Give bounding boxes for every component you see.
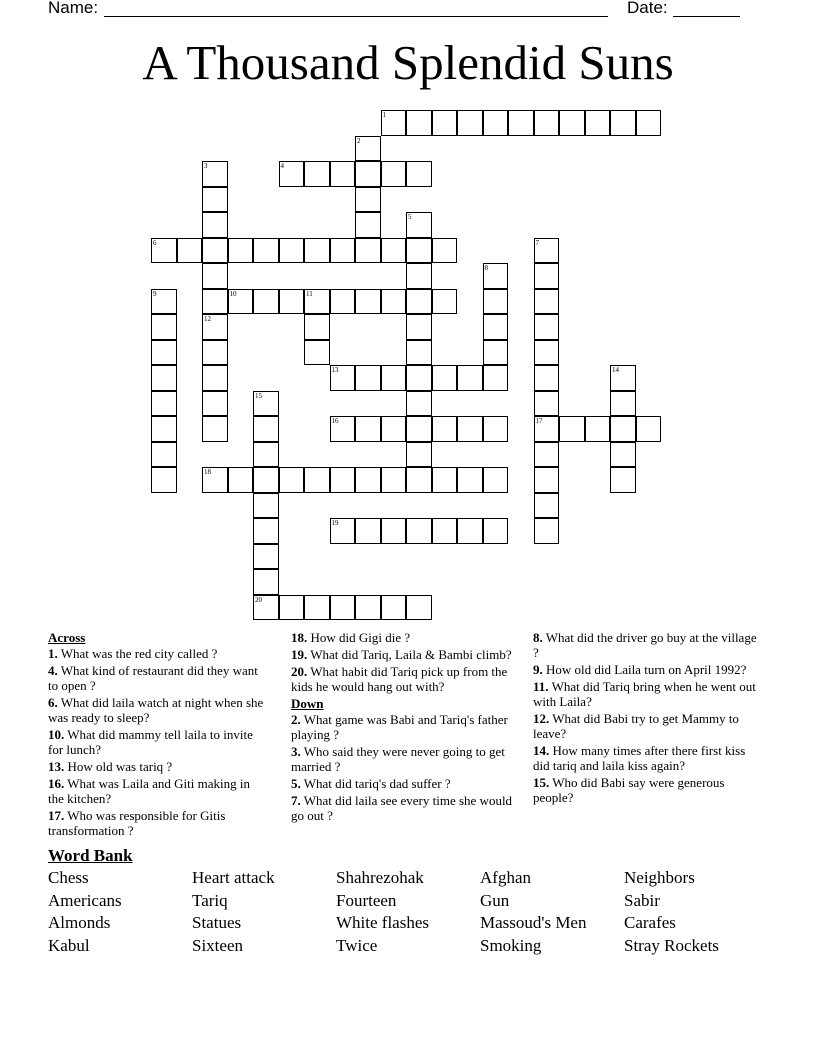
clue-number: 13 bbox=[331, 366, 339, 374]
grid-cell[interactable] bbox=[483, 518, 509, 544]
grid-cell[interactable] bbox=[483, 110, 509, 136]
clue-number: 16 bbox=[331, 417, 339, 425]
word-bank-item: Americans bbox=[48, 890, 122, 910]
grid-cell[interactable] bbox=[432, 416, 458, 442]
grid-cell[interactable] bbox=[355, 467, 381, 493]
grid-cell[interactable] bbox=[610, 365, 636, 391]
grid-cell[interactable] bbox=[202, 187, 228, 213]
grid-cell[interactable] bbox=[355, 187, 381, 213]
clues-column-1 bbox=[48, 630, 268, 840]
grid-cell[interactable] bbox=[483, 314, 509, 340]
grid-cell[interactable] bbox=[304, 467, 330, 493]
clue-down-12: 12. What did Babi try to get Mammy to leave? bbox=[533, 711, 739, 741]
clue-number: 19 bbox=[331, 519, 339, 527]
date-label: Date: bbox=[627, 0, 668, 17]
grid-cell[interactable] bbox=[253, 238, 279, 264]
grid-cell[interactable] bbox=[202, 467, 228, 493]
grid-cell[interactable] bbox=[253, 289, 279, 315]
word-bank-item: Stray Rockets bbox=[624, 935, 719, 955]
grid-cell[interactable] bbox=[304, 340, 330, 366]
grid-cell[interactable] bbox=[534, 365, 560, 391]
grid-cell[interactable] bbox=[610, 391, 636, 417]
grid-cell[interactable] bbox=[355, 365, 381, 391]
grid-cell[interactable] bbox=[610, 467, 636, 493]
clue-down-2: 2. What game was Babi and Tariq's father playing ? bbox=[291, 712, 508, 742]
clue-down-11: 11. What did Tariq bring when he went out with Laila? bbox=[533, 679, 756, 709]
clue-down-15: 15. Who did Babi say were generous people? bbox=[533, 775, 725, 805]
grid-cell[interactable] bbox=[253, 442, 279, 468]
grid-cell[interactable] bbox=[381, 238, 407, 264]
grid-cell[interactable] bbox=[253, 391, 279, 417]
grid-cell[interactable] bbox=[330, 467, 356, 493]
word-bank-item: Kabul bbox=[48, 935, 90, 955]
word-bank-item: White flashes bbox=[336, 913, 429, 932]
grid-cell[interactable] bbox=[406, 263, 432, 289]
grid-cell[interactable] bbox=[559, 110, 585, 136]
grid-cell[interactable] bbox=[406, 467, 432, 493]
grid-cell[interactable] bbox=[534, 340, 560, 366]
grid-cell[interactable] bbox=[406, 238, 432, 264]
grid-cell[interactable] bbox=[457, 416, 483, 442]
clue-number: 11 bbox=[306, 289, 313, 298]
grid-cell[interactable] bbox=[355, 136, 381, 162]
word-bank-title: Word Bank bbox=[48, 846, 133, 865]
grid-cell[interactable] bbox=[304, 595, 330, 621]
grid-cell[interactable] bbox=[483, 340, 509, 366]
grid-cell[interactable] bbox=[202, 340, 228, 366]
clue-number: 14 bbox=[612, 366, 619, 374]
grid-cell[interactable] bbox=[457, 518, 483, 544]
grid-cell[interactable] bbox=[381, 365, 407, 391]
grid-cell[interactable] bbox=[355, 595, 381, 621]
grid-cell[interactable] bbox=[457, 467, 483, 493]
grid-cell[interactable] bbox=[559, 416, 585, 442]
clue-down-3: 3. Who said they were never going to get married ? bbox=[291, 744, 505, 774]
grid-cell[interactable] bbox=[381, 161, 407, 187]
grid-cell[interactable] bbox=[202, 161, 228, 187]
grid-cell[interactable] bbox=[457, 365, 483, 391]
grid-cell[interactable] bbox=[406, 442, 432, 468]
clue-across-18: 18. How did Gigi die ? bbox=[291, 630, 411, 645]
grid-cell[interactable] bbox=[381, 595, 407, 621]
word-bank-item: Fourteen bbox=[336, 890, 397, 910]
grid-cell[interactable] bbox=[534, 391, 560, 417]
clue-across-10: 10. What did mammy tell laila to invite for lunch? bbox=[48, 727, 253, 757]
clue-across-1: 1. What was the red city called ? bbox=[48, 646, 218, 661]
clue-across-20: 20. What habit did Tariq pick up from the kids he would hang out with? bbox=[291, 664, 508, 694]
grid-cell[interactable] bbox=[279, 595, 305, 621]
grid-cell[interactable] bbox=[610, 110, 636, 136]
grid-cell[interactable] bbox=[381, 467, 407, 493]
grid-cell[interactable] bbox=[406, 161, 432, 187]
clue-down-14: 14. How many times after there first kiss did tariq and laila kiss again? bbox=[533, 743, 746, 773]
grid-cell[interactable] bbox=[330, 161, 356, 187]
grid-cell[interactable] bbox=[406, 289, 432, 315]
word-bank-item: Heart attack bbox=[192, 868, 275, 887]
word-bank-item: Afghan bbox=[480, 868, 531, 887]
down-heading: Down bbox=[291, 696, 324, 711]
word-bank-item: Shahrezohak bbox=[336, 868, 424, 887]
word-bank-item: Sixteen bbox=[192, 935, 243, 955]
grid-cell[interactable] bbox=[279, 289, 305, 315]
clue-down-9: 9. How old did Laila turn on April 1992? bbox=[533, 662, 747, 677]
clue-number: 6 bbox=[153, 238, 157, 247]
clue-number: 5 bbox=[408, 213, 412, 221]
clue-across-4: 4. What kind of restaurant did they want to open ? bbox=[48, 663, 258, 693]
word-bank-item: Statues bbox=[192, 913, 242, 932]
grid-cell[interactable] bbox=[534, 314, 560, 340]
grid-cell[interactable] bbox=[202, 314, 228, 340]
name-field[interactable] bbox=[104, 16, 608, 17]
clues-column-2 bbox=[291, 630, 521, 825]
grid-cell[interactable] bbox=[508, 110, 534, 136]
clue-number: 2 bbox=[357, 136, 361, 145]
grid-cell[interactable] bbox=[406, 595, 432, 621]
clue-across-17: 17. Who was responsible for Gitis transformation ? bbox=[48, 808, 226, 838]
grid-cell[interactable] bbox=[228, 238, 254, 264]
word-bank-item: Chess bbox=[48, 868, 89, 887]
clue-number: 9 bbox=[153, 289, 157, 298]
grid-cell[interactable] bbox=[330, 518, 356, 544]
grid-cell[interactable] bbox=[355, 212, 381, 238]
word-bank-item: Neighbors bbox=[624, 868, 695, 887]
grid-cell[interactable] bbox=[406, 365, 432, 391]
name-label: Name: bbox=[48, 0, 99, 17]
grid-cell[interactable] bbox=[279, 238, 305, 264]
clue-number: 1 bbox=[382, 111, 386, 119]
grid-cell[interactable] bbox=[457, 110, 483, 136]
clue-number: 7 bbox=[535, 238, 539, 247]
grid-cell[interactable] bbox=[151, 314, 177, 340]
word-bank-item: Sabir bbox=[624, 890, 660, 910]
grid-cell[interactable] bbox=[330, 289, 356, 315]
date-field[interactable] bbox=[673, 16, 740, 17]
grid-cell[interactable] bbox=[253, 493, 279, 519]
grid-cell[interactable] bbox=[483, 263, 509, 289]
word-bank-item: Gun bbox=[480, 890, 510, 910]
clue-down-8: 8. What did the driver go buy at the village ? bbox=[533, 630, 757, 660]
grid-cell[interactable] bbox=[534, 263, 560, 289]
clue-across-13: 13. How old was tariq ? bbox=[48, 759, 173, 774]
clue-number: 17 bbox=[535, 417, 543, 425]
grid-cell[interactable] bbox=[381, 289, 407, 315]
word-bank-item: Smoking bbox=[480, 935, 542, 955]
grid-cell[interactable] bbox=[304, 161, 330, 187]
grid-cell[interactable] bbox=[253, 416, 279, 442]
grid-cell[interactable] bbox=[304, 314, 330, 340]
grid-cell[interactable] bbox=[202, 289, 228, 315]
grid-cell[interactable] bbox=[355, 161, 381, 187]
clue-number: 4 bbox=[280, 162, 284, 170]
word-bank-item: Twice bbox=[336, 935, 378, 955]
clue-down-7: 7. What did laila see every time she would go out ? bbox=[291, 793, 513, 823]
clue-number: 18 bbox=[204, 468, 211, 476]
grid-cell[interactable] bbox=[534, 416, 560, 442]
grid-cell[interactable] bbox=[381, 416, 407, 442]
grid-cell[interactable] bbox=[585, 110, 611, 136]
grid-cell[interactable] bbox=[253, 467, 279, 493]
grid-cell[interactable] bbox=[355, 238, 381, 264]
word-bank-item: Tariq bbox=[192, 890, 228, 910]
grid-cell[interactable] bbox=[534, 110, 560, 136]
grid-cell[interactable] bbox=[253, 595, 279, 621]
clue-number: 15 bbox=[255, 391, 262, 400]
grid-cell[interactable] bbox=[406, 212, 432, 238]
clues-column-3 bbox=[533, 630, 763, 807]
grid-cell[interactable] bbox=[355, 416, 381, 442]
grid-cell[interactable] bbox=[202, 391, 228, 417]
word-bank-item: Massoud's Men bbox=[480, 913, 587, 932]
grid-cell[interactable] bbox=[432, 365, 458, 391]
clue-number: 10 bbox=[229, 289, 237, 298]
grid-cell[interactable] bbox=[406, 416, 432, 442]
grid-cell[interactable] bbox=[228, 289, 254, 315]
grid-cell[interactable] bbox=[483, 416, 509, 442]
grid-cell[interactable] bbox=[483, 289, 509, 315]
grid-cell[interactable] bbox=[151, 416, 177, 442]
page-title: A Thousand Splendid Suns bbox=[142, 35, 674, 90]
grid-cell[interactable] bbox=[279, 161, 305, 187]
grid-cell[interactable] bbox=[406, 110, 432, 136]
across-heading: Across bbox=[48, 630, 86, 645]
clue-down-5: 5. What did tariq's dad suffer ? bbox=[291, 776, 451, 791]
grid-cell[interactable] bbox=[483, 467, 509, 493]
grid-cell[interactable] bbox=[381, 110, 407, 136]
clue-number: 3 bbox=[204, 162, 208, 170]
grid-cell[interactable] bbox=[432, 518, 458, 544]
grid-cell[interactable] bbox=[202, 365, 228, 391]
grid-cell[interactable] bbox=[279, 467, 305, 493]
grid-cell[interactable] bbox=[406, 518, 432, 544]
grid-cell[interactable] bbox=[304, 238, 330, 264]
grid-cell[interactable] bbox=[534, 467, 560, 493]
grid-cell[interactable] bbox=[483, 365, 509, 391]
grid-cell[interactable] bbox=[432, 467, 458, 493]
grid-cell[interactable] bbox=[432, 110, 458, 136]
grid-cell[interactable] bbox=[406, 340, 432, 366]
grid-cell[interactable] bbox=[177, 238, 203, 264]
grid-cell[interactable] bbox=[432, 238, 458, 264]
grid-cell[interactable] bbox=[610, 416, 636, 442]
clue-across-6: 6. What did laila watch at night when she was ready to sleep? bbox=[48, 695, 264, 725]
grid-cell[interactable] bbox=[330, 238, 356, 264]
grid-cell[interactable] bbox=[202, 416, 228, 442]
header bbox=[0, 0, 816, 20]
grid-cell[interactable] bbox=[151, 467, 177, 493]
grid-cell[interactable] bbox=[534, 518, 560, 544]
grid-cell[interactable] bbox=[253, 518, 279, 544]
grid-cell[interactable] bbox=[151, 289, 177, 315]
grid-cell[interactable] bbox=[151, 340, 177, 366]
clue-number: 20 bbox=[255, 595, 262, 604]
grid-cell[interactable] bbox=[610, 442, 636, 468]
word-bank-item: Almonds bbox=[48, 913, 111, 932]
grid-cell[interactable] bbox=[381, 518, 407, 544]
grid-cell[interactable] bbox=[534, 442, 560, 468]
grid-cell[interactable] bbox=[534, 289, 560, 315]
clue-across-16: 16. What was Laila and Giti making in the kitchen? bbox=[48, 776, 250, 806]
grid-cell[interactable] bbox=[228, 467, 254, 493]
grid-cell[interactable] bbox=[355, 518, 381, 544]
grid-cell[interactable] bbox=[253, 544, 279, 570]
grid-cell[interactable] bbox=[636, 416, 662, 442]
grid-cell[interactable] bbox=[151, 238, 177, 264]
grid-cell[interactable] bbox=[355, 289, 381, 315]
grid-cell[interactable] bbox=[636, 110, 662, 136]
grid-cell[interactable] bbox=[151, 391, 177, 417]
grid-cell[interactable] bbox=[406, 391, 432, 417]
grid-cell[interactable] bbox=[330, 595, 356, 621]
clue-across-19: 19. What did Tariq, Laila & Bambi climb? bbox=[291, 647, 512, 662]
grid-cell[interactable] bbox=[202, 238, 228, 264]
grid-cell[interactable] bbox=[151, 365, 177, 391]
grid-cell[interactable] bbox=[253, 569, 279, 595]
grid-cell[interactable] bbox=[406, 314, 432, 340]
grid-cell[interactable] bbox=[534, 493, 560, 519]
grid-cell[interactable] bbox=[330, 416, 356, 442]
grid-cell[interactable] bbox=[534, 238, 560, 264]
word-bank-item: Carafes bbox=[624, 913, 676, 932]
grid-cell[interactable] bbox=[304, 289, 330, 315]
grid-cell[interactable] bbox=[202, 212, 228, 238]
grid-cell[interactable] bbox=[202, 263, 228, 289]
grid-cell[interactable] bbox=[432, 289, 458, 315]
grid-cell[interactable] bbox=[585, 416, 611, 442]
grid-cell[interactable] bbox=[151, 442, 177, 468]
grid-cell[interactable] bbox=[330, 365, 356, 391]
clue-number: 8 bbox=[484, 264, 488, 272]
clue-number: 12 bbox=[204, 315, 211, 323]
